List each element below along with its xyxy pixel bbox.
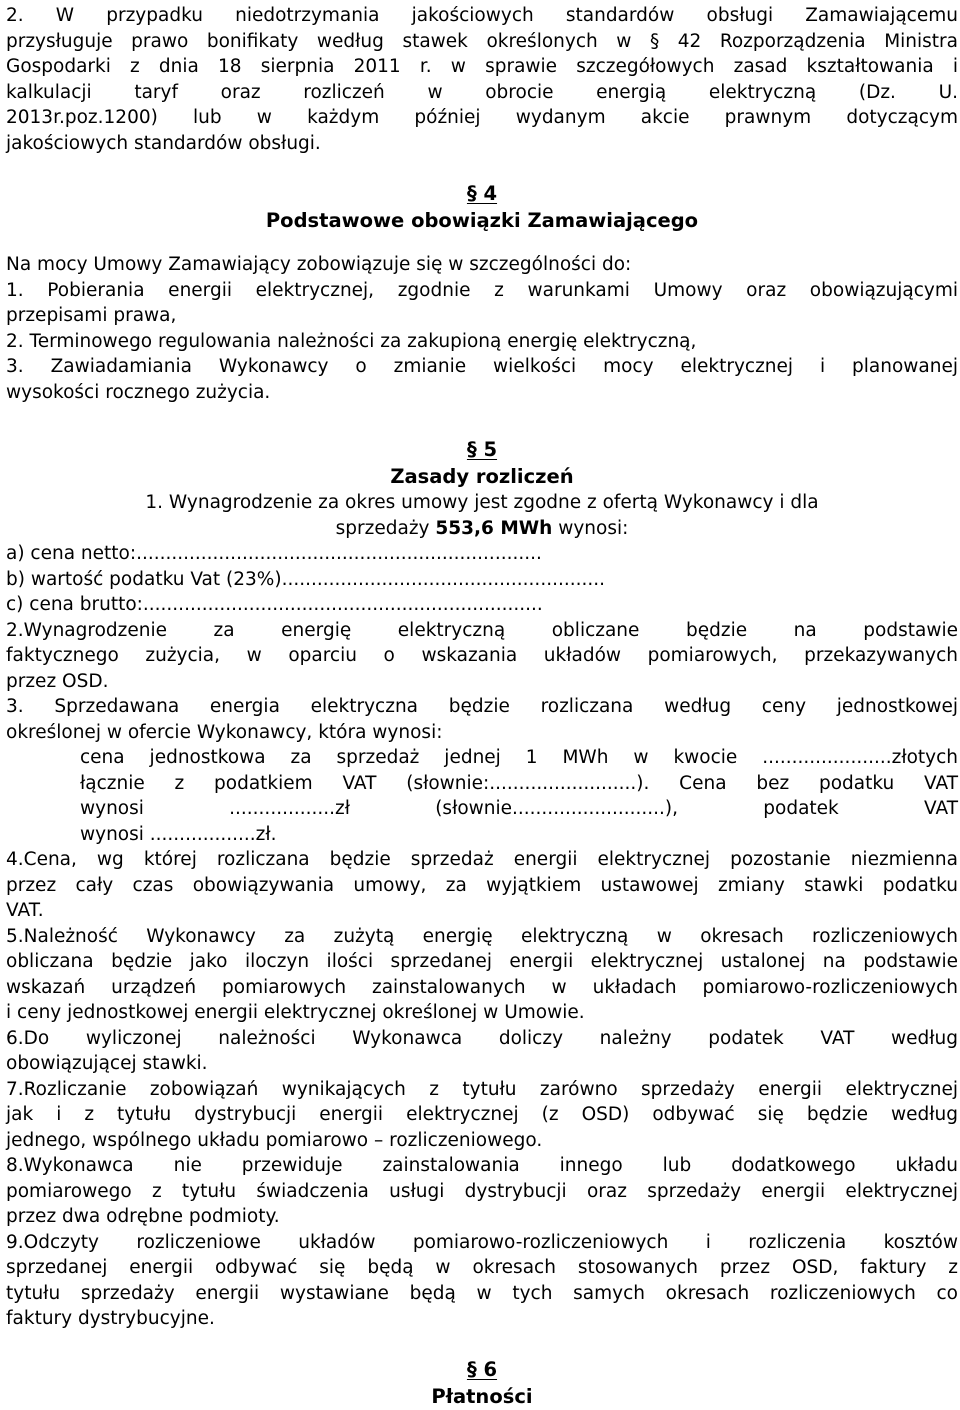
section-5-p3d: łącznie z podatkiem VAT (słownie:.........................). Cena bez podatku VAT xyxy=(80,772,958,794)
section-5-p8a: 8.Wykonawca nie przewiduje zainstalowania innego lub dodatkowego układu xyxy=(6,1155,958,1176)
section-5-p5c: wskazań urządzeń pomiarowych zainstalowanych w układach pomiarowo-rozliczeniowych xyxy=(6,976,958,998)
section-5-p4b: przez cały czas obowiązywania umowy, za wyjątkiem ustawowej zmiany stawki podatku xyxy=(6,874,958,896)
section-5-symbol: § 5 xyxy=(466,438,498,461)
section-5-p2b: faktycznego zużycia, w oparciu o wskazania układów pomiarowych, przekazywanych xyxy=(6,645,958,666)
net-price-line: a) cena netto:..................................................................... xyxy=(6,543,542,564)
section-6 xyxy=(6,1356,958,1410)
intro-line-5: 2013r.poz.1200) lub w każdym później wydanym akcie prawnym dotyczącym xyxy=(6,107,958,128)
section-5-p8b: pomiarowego z tytułu świadczenia usługi dystrybucji oraz sprzedaży energii elektrycznej xyxy=(6,1180,958,1202)
intro-line-1: 2. W przypadku niedotrzymania jakościowych standardów obsługi Zamawiającemu xyxy=(6,5,958,26)
section-5-p3f: wynosi ..................zł. xyxy=(80,823,277,845)
section-5-p3c: cena jednostkowa za sprzedaż jednej 1 MWh w kwocie ......................złotych xyxy=(80,747,958,768)
section-5-p7a: 7.Rozliczanie zobowiązań wynikających z tytułu zarówno sprzedaży energii elektrycznej xyxy=(6,1078,958,1100)
section-5-p9a: 9.Odczyty rozliczeniowe układów pomiarowo-rozliczeniowych i rozliczenia kosztów xyxy=(6,1231,958,1253)
section-5-p9b: sprzedanej energii odbywać się będą w okresach stosowanych przez OSD, faktury z xyxy=(6,1257,958,1278)
unit-price-block xyxy=(6,745,958,847)
section-5-p7b: jak i z tytułu dystrybucji energii elektrycznej (z OSD) odbywać się będzie według xyxy=(6,1104,958,1125)
section-5-p4a: 4.Cena, wg której rozliczana będzie sprzedaż energii elektrycznej pozostanie niezmienna xyxy=(6,849,958,870)
section-5-p2c: przez OSD. xyxy=(6,670,109,692)
section-5-title: Zasady rozliczeń xyxy=(390,465,574,488)
section-5-p7c: jednego, wspólnego układu pomiarowo – rozliczeniowego. xyxy=(6,1129,543,1151)
section-5-p4c: VAT. xyxy=(6,900,44,921)
section-4-item-1b: przepisami prawa, xyxy=(6,305,177,326)
section-5-p6b: obowiązującej stawki. xyxy=(6,1053,208,1074)
section-6-title: Płatności xyxy=(431,1385,533,1408)
section-4-symbol: § 4 xyxy=(466,182,498,205)
section-5-p1b: sprzedaży 553,6 MWh wynosi: xyxy=(335,517,629,539)
section-5-p8c: przez dwa odrębne podmioty. xyxy=(6,1206,280,1227)
section-4-item-3b: wysokości rocznego zużycia. xyxy=(6,381,271,403)
vat-value-line: b) wartość podatku Vat (23%)....................................................... xyxy=(6,568,606,590)
section-4 xyxy=(6,180,958,405)
section-5-p6a: 6.Do wyliczonej należności Wykonawca doliczy należny podatek VAT według xyxy=(6,1027,958,1049)
section-5 xyxy=(6,436,958,1332)
section-5-p3e: wynosi ..................zł (słownie..........................), podatek VAT xyxy=(80,798,958,819)
section-4-lead: Na mocy Umowy Zamawiający zobowiązuje się w szczególności do: xyxy=(6,254,632,275)
section-4-title: Podstawowe obowiązki Zamawiającego xyxy=(265,209,699,232)
section-4-item-2: 2. Terminowego regulowania należności za zakupioną energię elektryczną, xyxy=(6,330,697,352)
section-5-p3a: 3. Sprzedawana energia elektryczna będzie rozliczana według ceny jednostkowej xyxy=(6,696,958,717)
gross-price-line: c) cena brutto:.................................................................... xyxy=(6,594,543,615)
intro-line-4: kalkulacji taryf oraz rozliczeń w obrocie energią elektryczną (Dz. U. xyxy=(6,81,958,103)
section-4-item-1a: 1. Pobierania energii elektrycznej, zgodnie z warunkami Umowy oraz obowiązującymi xyxy=(6,279,958,301)
intro-paragraph xyxy=(6,3,958,156)
intro-line-6: jakościowych standardów obsługi. xyxy=(6,132,321,154)
intro-line-2: przysługuje prawo bonifikaty według stawek określonych w § 42 Rozporządzenia Ministra xyxy=(6,30,958,52)
section-5-p2a: 2.Wynagrodzenie za energię elektryczną obliczane będzie na podstawie xyxy=(6,619,958,641)
energy-amount: 553,6 MWh xyxy=(435,517,553,539)
section-5-p1a: 1. Wynagrodzenie za okres umowy jest zgodne z ofertą Wykonawcy i dla xyxy=(145,492,819,513)
intro-line-3: Gospodarki z dnia 18 sierpnia 2011 r. w sprawie szczegółowych zasad kształtowania i xyxy=(6,56,958,77)
section-5-p5d: i ceny jednostkowej energii elektrycznej określonej w Umowie. xyxy=(6,1002,585,1023)
section-6-symbol: § 6 xyxy=(466,1358,498,1381)
section-5-p5b: obliczana będzie jako iloczyn ilości sprzedanej energii elektrycznej ustalonej na podstawie xyxy=(6,951,958,972)
section-5-p9d: faktury dystrybucyjne. xyxy=(6,1308,215,1329)
section-5-p3b: określonej w ofercie Wykonawcy, która wynosi: xyxy=(6,721,443,743)
section-5-p9c: tytułu sprzedaży energii wystawiane będą w tych samych okresach rozliczeniowych co xyxy=(6,1282,958,1304)
section-5-p5a: 5.Należność Wykonawcy za zużytą energię elektryczną w okresach rozliczeniowych xyxy=(6,925,958,947)
section-4-item-3a: 3. Zawiadamiania Wykonawcy o zmianie wielkości mocy elektrycznej i planowanej xyxy=(6,356,958,377)
